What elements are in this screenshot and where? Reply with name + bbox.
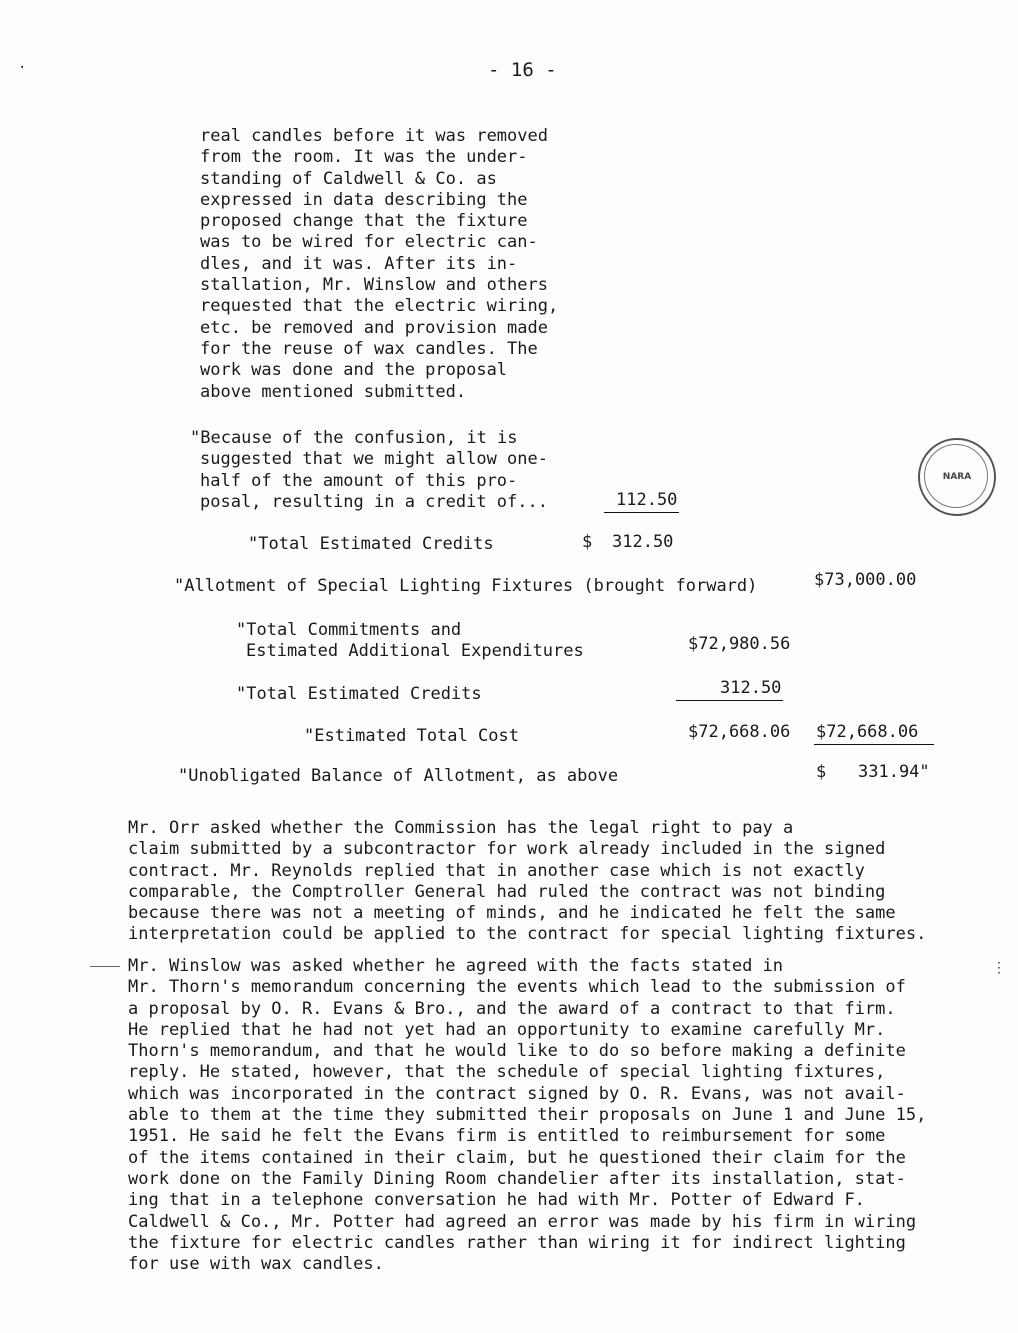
paragraph-line: 1951. He said he felt the Evans firm is entitled to reimbursement for some <box>128 1126 886 1147</box>
paragraph-line: reply. He stated, however, that the schedule of special lighting fixtures, <box>128 1062 886 1083</box>
total-cost-value: $72,668.06 <box>688 722 791 742</box>
paragraph-line: dles, and it was. After its in- <box>200 253 518 274</box>
commitments-value: $72,980.56 <box>688 634 791 654</box>
paragraph-line: for the reuse of wax candles. The <box>200 338 538 359</box>
paragraph-line: requested that the electric wiring, <box>200 296 559 317</box>
commitments-label-line: Estimated Additional Expenditures <box>246 641 584 662</box>
balance-label: "Unobligated Balance of Allotment, as above <box>178 766 619 786</box>
total-credits-value: 312.50 <box>612 532 674 552</box>
paragraph-line: Mr. Orr asked whether the Commission has the legal right to pay a <box>128 818 794 838</box>
paragraph-line: work was done and the proposal <box>200 360 508 381</box>
paragraph-line: He replied that he had not yet had an opportunity to examine carefully Mr. <box>128 1019 886 1040</box>
paragraph-line: a proposal by O. R. Evans & Bro., and the award of a contract to that firm. <box>128 998 896 1019</box>
paragraph-line: work done on the Family Dining Room chandelier after its installation, stat- <box>128 1168 906 1189</box>
total-cost-label: "Estimated Total Cost <box>304 726 519 746</box>
margin-speck: · <box>18 60 27 76</box>
paragraph-line: above mentioned submitted. <box>200 381 467 402</box>
page-number: - 16 - <box>488 59 557 81</box>
paragraph-line: comparable, the Comptroller General had ruled the contract was not binding <box>128 881 886 902</box>
seal-ring <box>924 444 988 508</box>
total-credits-dollar: $ <box>582 532 593 552</box>
paragraph-line: posal, resulting in a credit of... <box>200 491 548 512</box>
paragraph-line: claim submitted by a subcontractor for work already included in the signed <box>128 839 886 860</box>
paragraph-line: Mr. Winslow was asked whether he agreed with the facts stated in <box>128 956 784 976</box>
paragraph-winslow <box>128 956 926 1275</box>
left-paragraph <box>200 126 558 403</box>
credits2-label: "Total Estimated Credits <box>236 684 482 704</box>
credits2-amount <box>676 678 783 701</box>
paragraph-line: contract. Mr. Reynolds replied that in another case which is not exactly <box>128 860 865 881</box>
paragraph-line: standing of Caldwell & Co. as <box>200 168 497 189</box>
paragraph-line: real candles before it was removed <box>200 126 548 146</box>
paragraph-line: stallation, Mr. Winslow and others <box>200 275 548 296</box>
paragraph-line: the fixture for electric candles rather than wiring it for indirect lighting <box>128 1232 906 1253</box>
paragraph-orr <box>128 818 926 946</box>
paragraph-line: Mr. Thorn's memorandum concerning the events which lead to the submission of <box>128 977 906 998</box>
total-cost-final <box>814 722 934 745</box>
balance-dollar: $ <box>816 762 827 782</box>
paragraph-line: which was incorporated in the contract signed by O. R. Evans, was not avail- <box>128 1083 906 1104</box>
confusion-paragraph <box>190 428 548 513</box>
paragraph-line: proposed change that the fixture <box>200 211 528 232</box>
paragraph-line: suggested that we might allow one- <box>200 449 548 470</box>
margin-speck: ⋮ <box>992 960 1006 976</box>
paragraph-line: from the room. It was the under- <box>200 147 528 168</box>
paragraph-line: was to be wired for electric can- <box>200 232 538 253</box>
archive-seal-stamp <box>918 438 996 516</box>
allotment-value: $73,000.00 <box>814 570 917 590</box>
commitments-label-line: "Total Commitments and <box>236 620 462 640</box>
paragraph-line: for use with wax candles. <box>128 1254 384 1275</box>
paragraph-line: "Because of the confusion, it is <box>190 428 518 448</box>
paragraph-line: etc. be removed and provision made <box>200 317 548 338</box>
paragraph-line: able to them at the time they submitted their proposals on June 1 and June 15, <box>128 1105 927 1126</box>
credits2-value: 312.50 <box>676 678 783 701</box>
credit-amount <box>604 490 679 513</box>
allotment-label: "Allotment of Special Lighting Fixtures (brought forward) <box>174 576 758 596</box>
paragraph-line: because there was not a meeting of minds, and he indicated he felt the same <box>128 903 896 924</box>
paragraph-line: ing that in a telephone conversation he had with Mr. Potter of Edward F. <box>128 1190 865 1211</box>
paragraph-line: Caldwell & Co., Mr. Potter had agreed an error was made by his firm in wiring <box>128 1211 917 1232</box>
paragraph-line: half of the amount of this pro- <box>200 470 518 491</box>
paragraph-line: Thorn's memorandum, and that he would like to do so before making a definite <box>128 1041 906 1062</box>
paragraph-line: of the items contained in their claim, but he questioned their claim for the <box>128 1147 906 1168</box>
paragraph-line: interpretation could be applied to the contract for special lighting fixtures. <box>128 924 927 945</box>
seal-text: NARA <box>942 472 972 482</box>
commitments-label <box>236 620 584 663</box>
balance-value: 331.94" <box>858 762 930 782</box>
total-credits-label: "Total Estimated Credits <box>248 534 494 554</box>
credit-amount-value: 112.50 <box>604 490 679 513</box>
total-cost-final-value: $72,668.06 <box>814 722 934 745</box>
paragraph-line: expressed in data describing the <box>200 189 528 210</box>
margin-dash <box>90 966 120 967</box>
